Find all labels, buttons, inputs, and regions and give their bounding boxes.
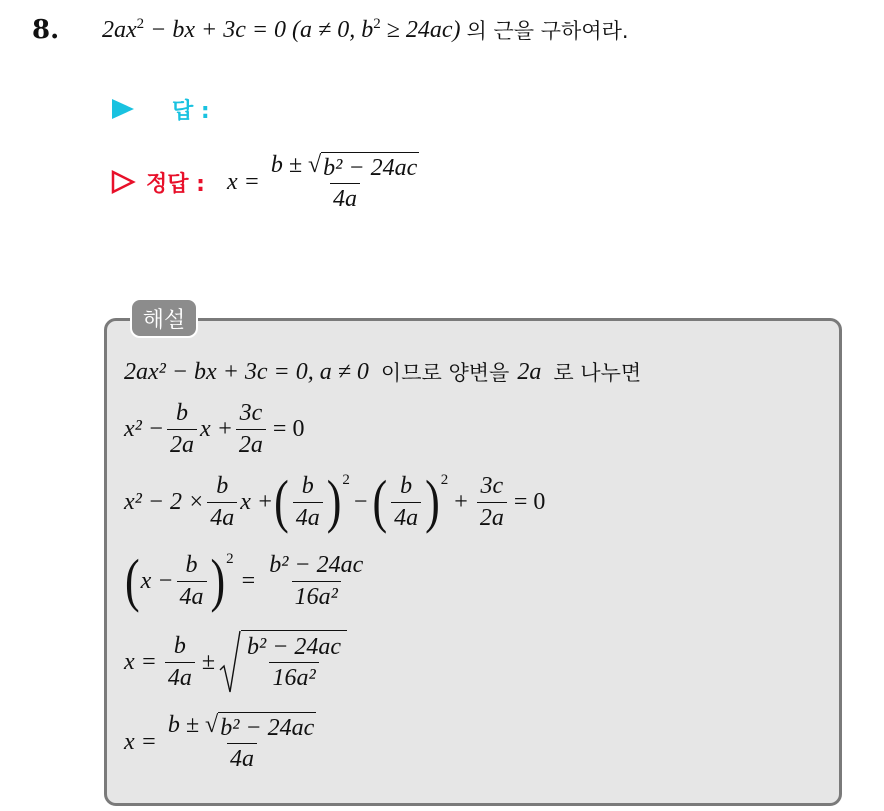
fraction: $\frac{3c}{2a}$	[236, 400, 266, 458]
fraction: $\frac{b}{4a}$	[293, 473, 323, 531]
fraction: $\frac{b}{4a}$	[391, 473, 421, 531]
answer-line	[110, 94, 210, 124]
fraction: $\frac{b}{4a}$	[177, 552, 207, 610]
explanation-line-6: x = b ± √ b² − 24ac 4a	[124, 708, 322, 776]
correct-label: 정답 :	[146, 171, 205, 197]
explanation-line-5: x = $\frac{b}{4a}$ ± $\frac{\text{b² − 24ac}}{\text{16a²}}$	[124, 628, 347, 696]
problem-instruction: 의 근을 구하여라.	[466, 19, 629, 43]
problem-equation: $2ax^2$ − bx + 3c = 0 (a ≠ 0, $b^2 \ge 24ac$)	[102, 15, 461, 43]
fraction: $\frac{b}{2a}$	[167, 400, 197, 458]
explanation-line-4: ( x − $\frac{b}{4a}$ ) $^2$ = $\frac{\text{b² − 24ac}}{\text{16a²}}$	[124, 548, 369, 614]
explanation-line-2: x² − $\frac{b}{2a}$ x + $\frac{3c}{2a}$ = 0	[124, 400, 305, 458]
explanation-line-3: x² − 2 × $\frac{b}{4a}$ x + ( $\frac{b}{4a}$ ) $^2$ − ( $\frac{b}{4a}$ ) $^2$ + $\frac{3c}{2a}$ = 0	[124, 468, 546, 535]
answer-label: 답 :	[172, 98, 210, 124]
outline-arrow-icon	[110, 169, 136, 195]
correct-lhs: x =	[226, 168, 260, 195]
problem-number: 8.	[32, 15, 60, 45]
fraction: $\frac{3c}{2a}$	[477, 473, 507, 531]
explanation-tag: 해설	[130, 298, 198, 338]
play-arrow-icon	[110, 97, 136, 121]
problem-line	[32, 12, 629, 48]
explanation-line-1: 2ax² − bx + 3c = 0, a ≠ 0 이므로 양변을 2a 로 나누면	[124, 358, 642, 385]
correct-answer-line	[110, 148, 425, 216]
square-root: $\frac{\text{b² − 24ac}}{\text{16a²}}$	[219, 630, 347, 694]
fraction: $\frac{b}{4a}$	[165, 633, 195, 691]
fraction: $\frac{\text{b² − 24ac}}{\text{16a²}}$	[269, 552, 364, 610]
correct-fraction: b ± √ b² − 24ac 4a	[270, 151, 418, 212]
fraction: b ± √ b² − 24ac 4a	[167, 711, 315, 772]
fraction: $\frac{b}{4a}$	[207, 473, 237, 531]
